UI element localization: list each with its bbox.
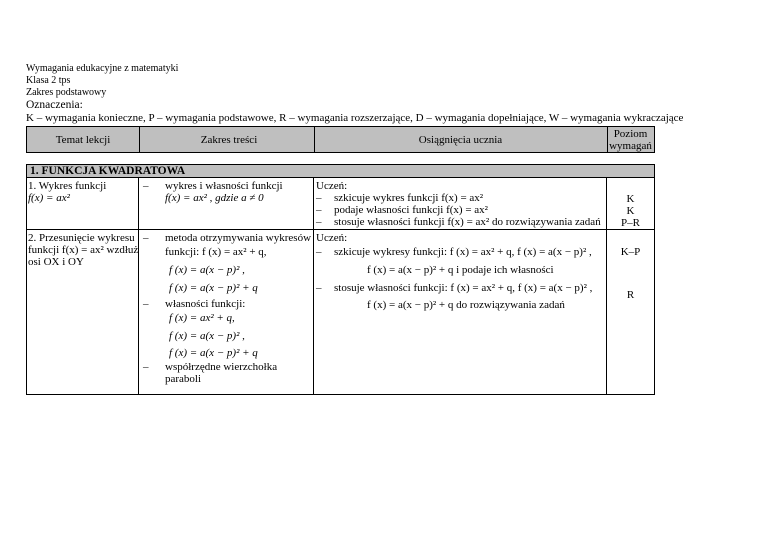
grid-left [26, 178, 27, 395]
doc-scope: Zakres podstawowy [26, 87, 107, 98]
row2-achv-1b: f (x) = a(x − p)² + q i podaje ich własności [367, 264, 554, 276]
row2-topic-1: 2. Przesunięcie wykresu [28, 232, 135, 244]
row2-content-2: funkcji: f (x) = ax² + q, [165, 246, 267, 258]
grid-row-sep [26, 229, 655, 230]
row1-topic-2: f(x) = ax² [28, 192, 70, 204]
grid-bottom [26, 394, 655, 395]
row1-achv-2: podaje własności funkcji f(x) = ax² [334, 204, 488, 216]
grid-col2 [313, 178, 314, 395]
col-content: Zakres treści [200, 133, 258, 146]
doc-class: Klasa 2 tps [26, 75, 71, 86]
row2-achv-head: Uczeń: [316, 232, 348, 244]
row2-content-4: f (x) = a(x − p)² + q [169, 282, 258, 294]
row2-content-5: własności funkcji: [165, 298, 246, 310]
row2-content-6: f (x) = ax² + q, [169, 312, 235, 324]
row1-achv-1: szkicuje wykres funkcji f(x) = ax² [334, 192, 484, 204]
row2-content-8: f (x) = a(x − p)² + q [169, 347, 258, 359]
row2-topic-2: funkcji f(x) = ax² wzdłuż [28, 244, 139, 256]
row2-content-7: f (x) = a(x − p)² , [169, 330, 245, 342]
row1-content-1: wykres i własności funkcji [165, 180, 283, 192]
row1-achv-3: stosuje własności funkcji f(x) = ax² do rozwiązywania zadań [334, 216, 601, 228]
legend-title: Oznaczenia: [26, 99, 83, 111]
row1-level-1: K [626, 193, 635, 205]
doc-title: Wymagania edukacyjne z matematyki [26, 63, 179, 74]
col-level: Poziom wymagań [609, 127, 652, 152]
row2-achv-2a: stosuje własności funkcji: f (x) = ax² + q, f (x) = a(x − p)² , [334, 282, 593, 294]
row2-achv-1a: szkicuje wykresy funkcji: f (x) = ax² + q, f (x) = a(x − p)² , [334, 246, 592, 258]
row2-content-1: metoda otrzymywania wykresów [165, 232, 312, 244]
row2-topic-3: osi OX i OY [28, 256, 84, 268]
row2-content-9: współrzędne wierzchołka [165, 361, 278, 373]
row1-achv-head: Uczeń: [316, 180, 348, 192]
row1-topic-1: 1. Wykres funkcji [28, 180, 107, 192]
col-topic: Temat lekcji [55, 133, 111, 146]
table-header [26, 126, 655, 153]
row2-content-10: paraboli [165, 373, 202, 385]
row2-achv-2b: f (x) = a(x − p)² + q do rozwiązywania zadań [367, 299, 565, 311]
row1-level-3: P–R [621, 217, 640, 229]
grid-right [654, 178, 655, 395]
row1-content-2: f(x) = ax² , gdzie a ≠ 0 [165, 192, 264, 204]
row2-level-1: K–P [620, 246, 641, 258]
legend-text: K – wymagania konieczne, P – wymagania podstawowe, R – wymagania rozszerzające, D – wymagania dopełniające, W – wymagania wykraczające [26, 112, 684, 124]
row2-level-2: R [626, 289, 635, 301]
row2-content-3: f (x) = a(x − p)² , [169, 264, 245, 276]
section-title: 1. FUNKCJA KWADRATOWA [26, 164, 655, 178]
row1-level-2: K [626, 205, 635, 217]
col-achievements: Osiągnięcia ucznia [418, 133, 503, 146]
grid-col1 [138, 178, 139, 395]
